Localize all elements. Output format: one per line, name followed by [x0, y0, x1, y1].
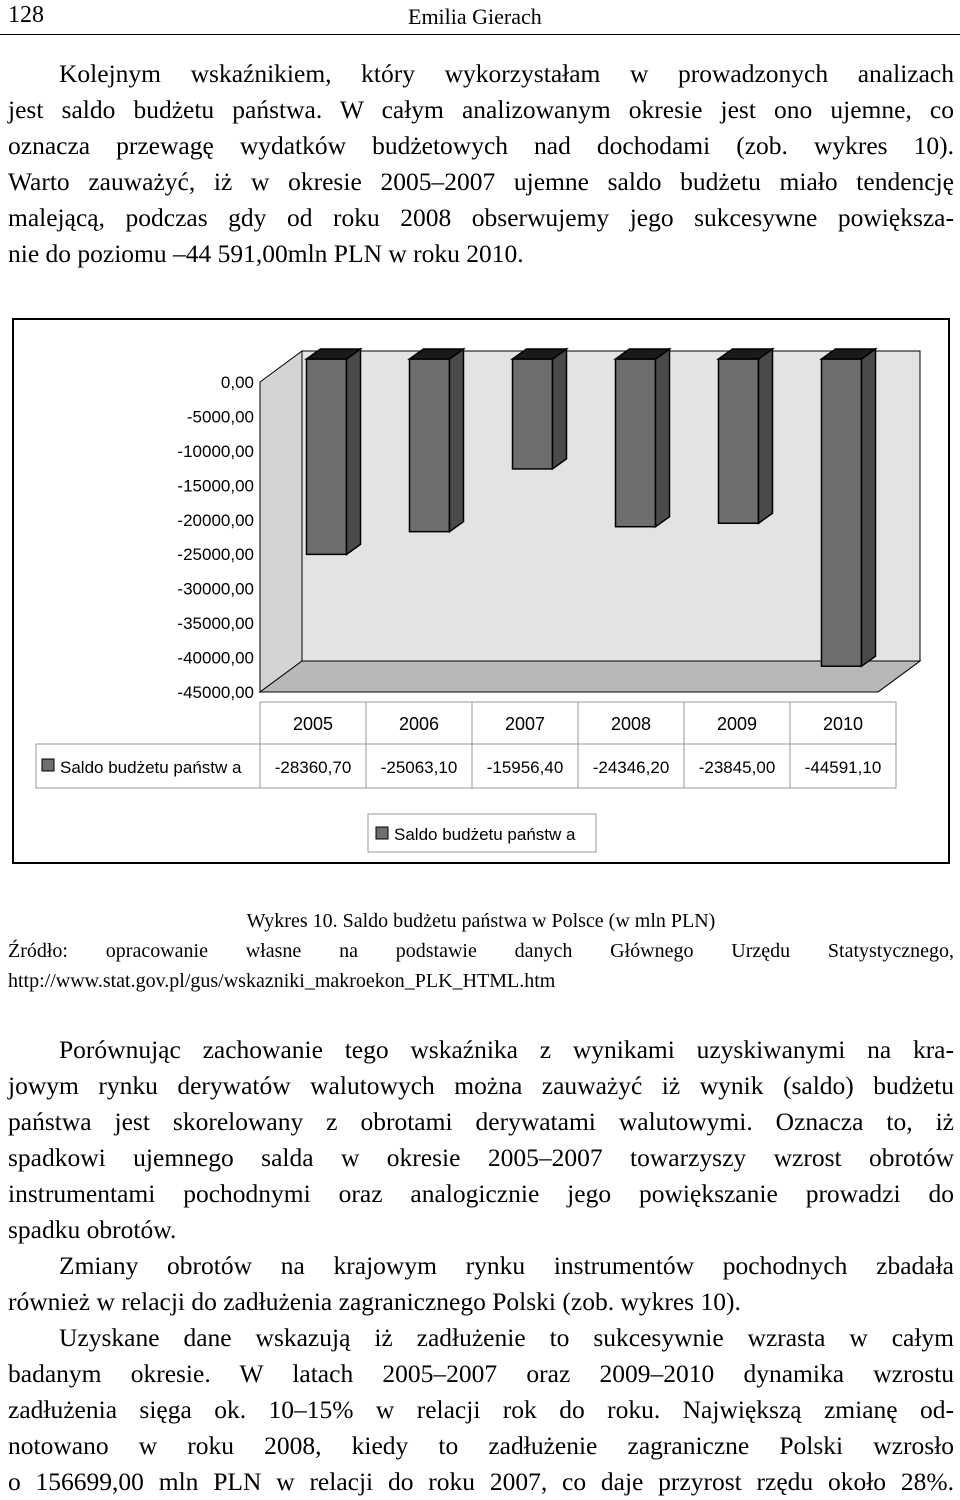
- y-tick-label: -15000,00: [177, 476, 254, 496]
- paragraph-changes: [8, 1248, 954, 1320]
- x-category-label: 2005: [292, 714, 334, 734]
- text-line: Uzyskane dane wskazują iż zadłużenie to sukcesywnie wzrasta w całym: [59, 1323, 954, 1352]
- x-category-label: 2009: [716, 714, 758, 734]
- y-tick-label: -10000,00: [177, 441, 254, 461]
- y-tick-label: -5000,00: [186, 407, 254, 427]
- text-line: nie do poziomu –44 591,00mln PLN w roku 2010.: [8, 239, 524, 268]
- text-line: Kolejnym wskaźnikiem, który wykorzystałam w prowadzonych analizach: [59, 59, 954, 88]
- text-line: instrumentami pochodnymi oraz analogicznie jego powiększanie prowadzi do: [8, 1179, 954, 1208]
- bar-side: [347, 349, 361, 554]
- data-label: -28360,70: [274, 758, 352, 777]
- bar-side: [759, 349, 773, 523]
- text-line: państwa jest skorelowany z obrotami derywatami walutowymi. Oznacza to, iż: [8, 1107, 954, 1136]
- y-tick-label: 0,00: [220, 373, 254, 392]
- bar: [719, 359, 759, 523]
- page-header: [0, 0, 960, 35]
- y-tick-label: -25000,00: [177, 545, 254, 565]
- chart-svg: [14, 320, 948, 862]
- text-line: Zmiany obrotów na krajowym rynku instrumentów pochodnych zbadała: [59, 1251, 954, 1280]
- x-category-label: 2007: [504, 714, 546, 734]
- x-category-label: 2006: [398, 714, 440, 734]
- bar-side: [553, 349, 567, 469]
- y-tick-label: -30000,00: [177, 579, 254, 599]
- data-label: -44591,10: [804, 758, 882, 777]
- text-line: badanym okresie. W latach 2005–2007 oraz 2009–2010 dynamika wzrostu: [8, 1359, 954, 1388]
- legend-label: Saldo budżetu państw a: [394, 825, 576, 844]
- figure-caption: Wykres 10. Saldo budżetu państwa w Polsce (w mln PLN): [246, 910, 716, 932]
- text-line: jowym rynku derywatów walutowych można zauważyć iż wynik (saldo) budżetu: [8, 1071, 954, 1100]
- bar: [513, 359, 553, 469]
- text-line: notowano w roku 2008, kiedy to zadłużenie zagraniczne Polski wzrosło: [8, 1431, 954, 1460]
- running-head-author: Emilia Gierach: [408, 4, 542, 29]
- data-label: -15956,40: [486, 758, 564, 777]
- figure-source-url: http://www.stat.gov.pl/gus/wskazniki_makroekon_PLK_HTML.htm: [8, 970, 556, 992]
- text-line: zadłużenia sięga ok. 10–15% w relacji rok do roku. Największą zmianę od-: [8, 1395, 954, 1424]
- bar-side: [450, 349, 464, 532]
- data-table-row-label: Saldo budżetu państw a: [60, 758, 242, 777]
- paragraph-debt: [8, 1320, 954, 1500]
- y-tick-label: -35000,00: [177, 614, 254, 634]
- text-line: oznacza przewagę wydatków budżetowych nad dochodami (zob. wykres 10).: [8, 131, 954, 160]
- page-number: 128: [8, 2, 44, 28]
- paragraph-comparison: [8, 1032, 954, 1248]
- legend-key: [42, 759, 54, 771]
- text-line: spadkowi ujemnego salda w okresie 2005–2007 towarzyszy wzrost obrotów: [8, 1143, 954, 1172]
- data-label: -23845,00: [698, 758, 776, 777]
- bar: [410, 359, 450, 532]
- x-category-label: 2008: [610, 714, 652, 734]
- text-line: jest saldo budżetu państwa. W całym analizowanym okresie jest ono ujemne, co: [8, 95, 954, 124]
- y-tick-label: -40000,00: [177, 648, 254, 668]
- y-tick-label: -20000,00: [177, 510, 254, 530]
- data-label: -25063,10: [380, 758, 458, 777]
- bar-side: [656, 349, 670, 527]
- text-line: Warto zauważyć, iż w okresie 2005–2007 ujemne saldo budżetu miało tendencję: [8, 167, 954, 196]
- bar: [307, 359, 347, 554]
- text-line: o 156699,00 mln PLN w relacji do roku 2007, co daje przyrost rzędu około 28%.: [8, 1467, 954, 1496]
- text-line: malejącą, podczas gdy od roku 2008 obserwujemy jego sukcesywne powiększa-: [8, 203, 954, 232]
- bar-side: [862, 349, 876, 666]
- chart-side-wall: [260, 351, 302, 692]
- figure-source: Źródło: opracowanie własne na podstawie danych Głównego Urzędu Statystycznego,: [8, 940, 954, 962]
- y-tick-label: -45000,00: [177, 683, 254, 702]
- text-line: Porównując zachowanie tego wskaźnika z wynikami uzyskiwanymi na kra-: [59, 1035, 954, 1064]
- x-category-label: 2010: [822, 714, 864, 734]
- data-label: -24346,20: [592, 758, 670, 777]
- bar: [616, 359, 656, 527]
- budget-balance-chart: [12, 318, 950, 864]
- text-line: również w relacji do zadłużenia zagranicznego Polski (zob. wykres 10).: [8, 1287, 741, 1316]
- bar: [822, 359, 862, 666]
- legend-key: [376, 827, 388, 839]
- paragraph-intro: [8, 56, 954, 272]
- text-line: spadku obrotów.: [8, 1215, 177, 1244]
